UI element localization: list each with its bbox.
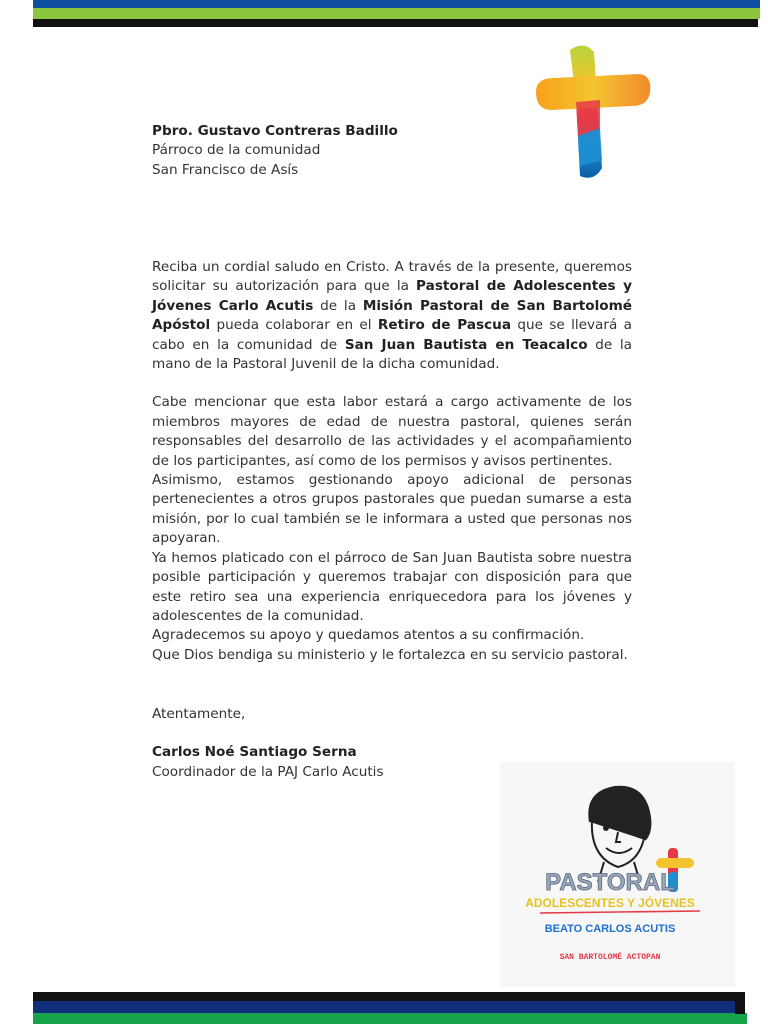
recipient-block — [152, 122, 632, 180]
signer-title: Coordinador de la PAJ Carlo Acutis — [152, 763, 384, 780]
logo-adolescentes-text: ADOLESCENTES Y JÓVENES — [525, 896, 695, 910]
bottom-black-corner — [735, 992, 745, 1014]
paragraph-parish-talk: Ya hemos platicado con el párroco de San Juan Bautista sobre nuestra posible participación y queremos trabajar con disposición para que este retiro sea una experiencia enriquecedora para los jóvenes y adolescentes de la comunidad. — [152, 549, 632, 624]
closing-salutation: Atentamente, — [152, 706, 246, 722]
retreat-name: Retiro de Pascua — [377, 317, 512, 334]
recipient-community: San Francisco de Asís — [152, 161, 299, 178]
logo-pastoral-text: PASTORAL — [545, 869, 675, 896]
pastoral-name: Pastoral de Adolescentes y Jóvenes Carlo Acutis — [152, 278, 632, 314]
request-text-5: de la mano de la Pastoral Juvenil de la dicha comunidad. — [152, 336, 632, 373]
request-text-1: Reciba un cordial saludo en Cristo. A través de la presente, queremos solicitar su autorización para que la — [152, 259, 632, 295]
logo-beato-text: BEATO CARLOS ACUTIS — [544, 923, 676, 935]
recipient-name: Pbro. Gustavo Contreras Badillo — [152, 123, 398, 139]
top-blue-stripe — [33, 0, 760, 8]
mission-name: Misión Pastoral de San Bartolomé Apóstol — [152, 297, 633, 334]
bottom-green-stripe — [33, 1013, 747, 1024]
paragraph-blessing: Que Dios bendiga su ministerio y le fortalezca en su servicio pastoral. — [152, 646, 628, 663]
pastoral-logo — [500, 762, 735, 987]
logo-location-text: SAN BARTOLOMÉ ACTOPAN — [559, 953, 661, 962]
top-black-stripe — [33, 19, 758, 27]
letter-body — [152, 258, 632, 665]
request-text-3: pueda colaborar en el — [210, 317, 378, 334]
paragraph-request — [152, 258, 632, 374]
paragraph-support: Asimismo, estamos gestionando apoyo adicional de personas pertenecientes a otros grupos pastorales que puedan sumarse a esta misión, por lo cual también se le informara a usted que personas nos apoyaran. — [152, 472, 632, 547]
paragraph-thanks: Agradecemos su apoyo y quedamos atentos a su confirmación. — [152, 627, 585, 644]
paragraph-responsibility: Cabe mencionar que esta labor estará a cargo activamente de los miembros mayores de edad de nuestra pastoral, quienes serán responsables del desarrollo de las actividades y el acompañamiento de los participantes, así como de los permisos y avisos pertinentes. — [152, 394, 632, 469]
signer-name: Carlos Noé Santiago Serna — [152, 744, 357, 761]
top-green-stripe — [33, 8, 760, 19]
community-name: San Juan Bautista en Teacalco — [344, 336, 588, 353]
request-text-2: de la — [313, 297, 363, 314]
request-text-4: que se llevará a cabo en la comunidad de — [152, 317, 632, 353]
recipient-role: Párroco de la comunidad — [152, 142, 321, 159]
